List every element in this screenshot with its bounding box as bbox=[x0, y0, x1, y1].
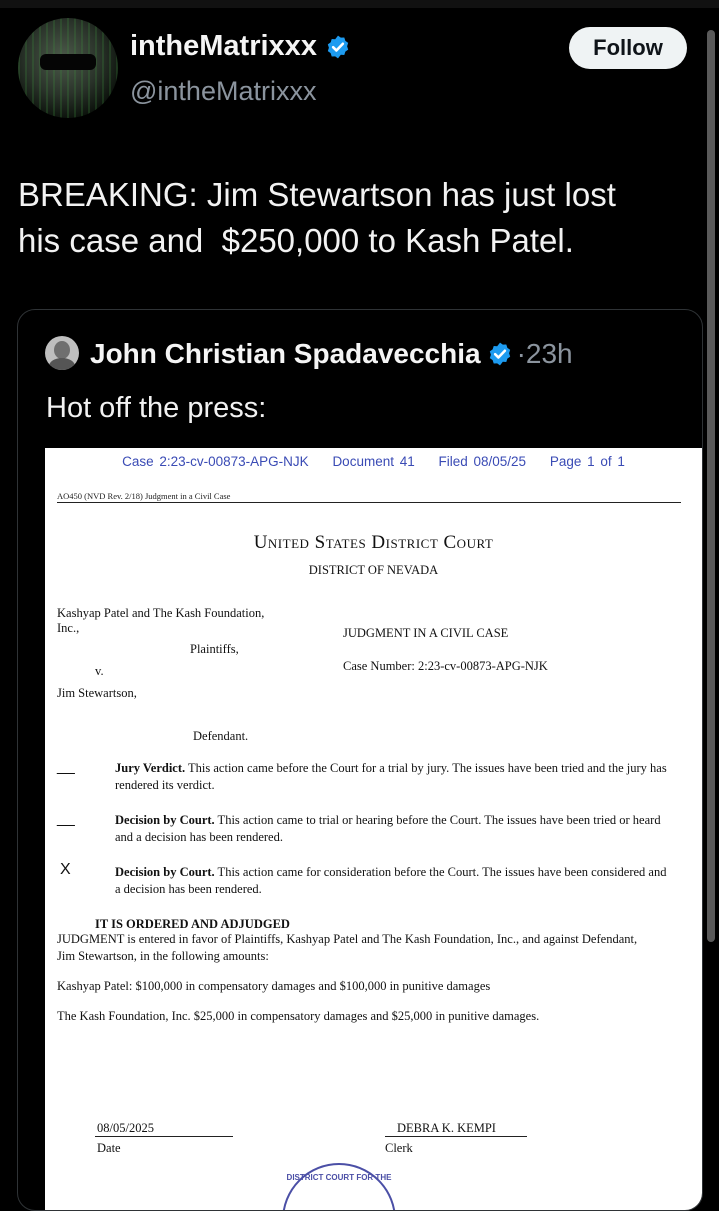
court-title: United States District Court bbox=[253, 532, 494, 553]
quoted-text: Hot off the press: bbox=[46, 392, 267, 424]
quoted-author-avatar[interactable] bbox=[45, 336, 79, 370]
versus: v. bbox=[95, 664, 104, 678]
ecf-header bbox=[45, 454, 702, 469]
award-kashyap-patel: Kashyap Patel: $100,000 in compensatory damages and $100,000 in punitive damages bbox=[57, 979, 491, 993]
court-seal bbox=[282, 1163, 396, 1211]
verified-badge-icon bbox=[325, 34, 351, 60]
page-number: Page 1 of 1 bbox=[549, 454, 625, 469]
plaintiff-line2: Inc., bbox=[57, 621, 80, 635]
judgment-title: JUDGMENT IN A CIVIL CASE bbox=[343, 626, 509, 640]
avatar-head bbox=[54, 341, 70, 359]
defendant-name: Jim Stewartson, bbox=[57, 686, 137, 700]
option-title: Decision by Court. bbox=[115, 865, 215, 879]
author-handle[interactable]: @intheMatrixxx bbox=[130, 76, 317, 106]
author-display-name[interactable]: intheMatrixxx bbox=[130, 30, 317, 62]
award-kash-foundation: The Kash Foundation, Inc. $25,000 in compensatory damages and $25,000 in punitive damages. bbox=[57, 1009, 540, 1023]
option-decision-consideration bbox=[115, 864, 675, 898]
quoted-timestamp[interactable]: ·23h bbox=[516, 338, 573, 369]
option-title: Decision by Court. bbox=[115, 813, 215, 827]
plaintiffs-label: Plaintiffs, bbox=[190, 642, 239, 656]
post-text: BREAKING: Jim Stewartson has just lost his case and $250,000 to Kash Patel. bbox=[18, 176, 616, 259]
avatar-body bbox=[49, 358, 75, 370]
option-text: This action came to trial or hearing before the Court. The issues have been tried or heard and a decision has been rendered. bbox=[115, 813, 661, 844]
case-header: Case 2:23-cv-00873-APG-NJK bbox=[122, 454, 309, 469]
top-edge bbox=[0, 0, 719, 8]
document-number: Document 41 bbox=[332, 454, 415, 469]
form-rule bbox=[57, 502, 681, 503]
quoted-display-name[interactable]: John Christian Spadavecchia bbox=[90, 338, 481, 369]
option-title: Jury Verdict. bbox=[115, 761, 186, 775]
clerk-line bbox=[385, 1136, 527, 1137]
date-value: 08/05/2025 bbox=[97, 1121, 154, 1135]
avatar-glasses bbox=[40, 54, 96, 70]
case-number: Case Number: 2:23-cv-00873-APG-NJK bbox=[343, 659, 548, 673]
verified-badge-icon bbox=[487, 341, 513, 367]
option-text: This action came for consideration before the Court. The issues have been considered and a decision has been rendered. bbox=[115, 865, 667, 896]
option-decision-hearing bbox=[115, 812, 675, 846]
quoted-post[interactable] bbox=[17, 309, 703, 1211]
district-title: DISTRICT OF NEVADA bbox=[308, 563, 439, 577]
option-jury-verdict bbox=[115, 760, 675, 794]
filed-date: Filed 08/05/25 bbox=[438, 454, 527, 469]
clerk-name: DEBRA K. KEMPI bbox=[397, 1121, 496, 1135]
scrollbar[interactable] bbox=[707, 30, 715, 942]
follow-button[interactable]: Follow bbox=[569, 27, 687, 69]
date-line bbox=[95, 1136, 233, 1137]
form-id: AO450 (NVD Rev. 2/18) Judgment in a Civil Case bbox=[57, 491, 231, 501]
seal-text: DISTRICT COURT FOR THE bbox=[286, 1173, 392, 1182]
defendant-label: Defendant. bbox=[193, 729, 249, 743]
document-image[interactable] bbox=[45, 448, 702, 1211]
author-name[interactable] bbox=[130, 30, 351, 63]
ordered-heading: IT IS ORDERED AND ADJUDGED bbox=[95, 917, 290, 931]
judgment-text: JUDGMENT is entered in favor of Plaintiffs, Kashyap Patel and The Kash Foundation, Inc., and against Defendant, Jim Stewartson, in the following amounts: bbox=[57, 932, 638, 963]
option-mark: __ bbox=[57, 810, 75, 827]
option-mark-selected: X bbox=[60, 861, 71, 878]
plaintiff-line1: Kashyap Patel and The Kash Foundation, bbox=[57, 606, 265, 620]
clerk-label: Clerk bbox=[385, 1141, 413, 1155]
option-text: This action came before the Court for a trial by jury. The issues have been tried and the jury has rendered its verdict. bbox=[115, 761, 667, 792]
option-mark: __ bbox=[57, 758, 75, 775]
quoted-author-name[interactable] bbox=[90, 338, 573, 370]
author-avatar[interactable] bbox=[18, 18, 118, 118]
date-label: Date bbox=[97, 1141, 121, 1155]
